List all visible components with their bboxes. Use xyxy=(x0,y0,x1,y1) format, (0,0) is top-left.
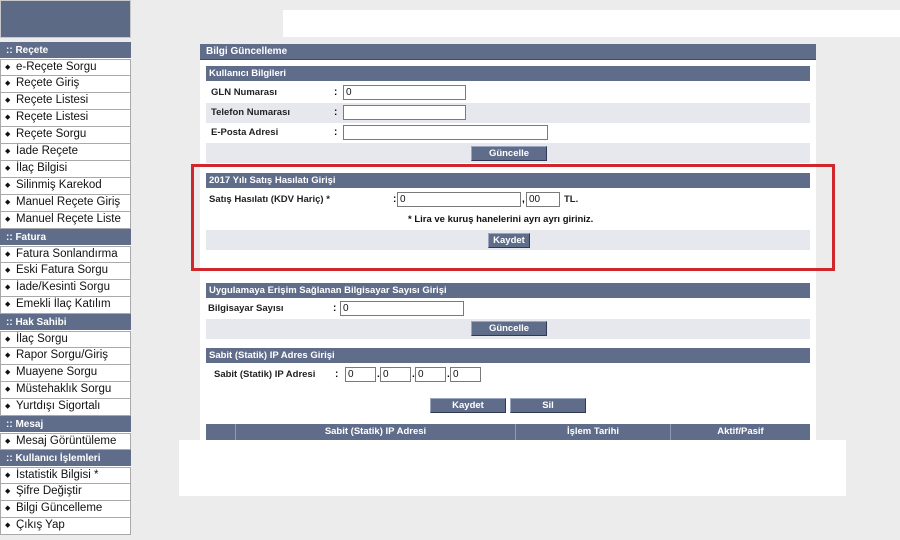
gln-label: GLN Numarası xyxy=(211,87,277,98)
bullet-icon: ◆ xyxy=(5,505,11,512)
sidebar-item-label: Yurtdışı Sigortalı xyxy=(16,400,101,412)
sidebar-item-label: Eski Fatura Sorgu xyxy=(16,264,109,276)
page-title: Bilgi Güncelleme xyxy=(200,44,816,60)
sidebar-item[interactable] xyxy=(0,212,131,229)
column-header-ip: Sabit (Statik) IP Adresi xyxy=(235,424,515,440)
email-label: E-Posta Adresi xyxy=(211,127,279,138)
sidebar-item[interactable] xyxy=(0,161,131,178)
sidebar-item-label: Çıkış Yap xyxy=(16,519,65,531)
sidebar-item[interactable] xyxy=(0,246,131,263)
sidebar-item[interactable] xyxy=(0,263,131,280)
ip-table-header xyxy=(206,424,810,440)
bullet-icon: ◆ xyxy=(5,131,11,138)
static-ip-row: Sabit (Statik) IP Adresi : 0 . 0 . 0 . 0 xyxy=(206,365,810,385)
update-row-1 xyxy=(206,143,810,163)
sidebar-section-header: :: Fatura xyxy=(0,229,131,246)
bullet-icon: ◆ xyxy=(5,216,11,223)
ip-octet-2-input[interactable] xyxy=(380,367,411,382)
sidebar-item-label: Şifre Değiştir xyxy=(16,485,82,497)
computers-header: Uygulamaya Erişim Sağlanan Bilgisayar Sayısı Girişi xyxy=(206,283,810,298)
bullet-icon: ◆ xyxy=(5,403,11,410)
bullet-icon: ◆ xyxy=(5,336,11,343)
bullet-icon: ◆ xyxy=(5,284,11,291)
update-computers-button[interactable]: Güncelle xyxy=(471,321,547,336)
sidebar-item-label: e-Reçete Sorgu xyxy=(16,61,97,73)
bullet-icon: ◆ xyxy=(5,301,11,308)
bullet-icon: ◆ xyxy=(5,386,11,393)
bullet-icon: ◆ xyxy=(5,114,11,121)
sidebar-item-label: İade/Kesinti Sorgu xyxy=(16,281,110,293)
sidebar-item[interactable] xyxy=(0,399,131,416)
sidebar-item-label: İade Reçete xyxy=(16,145,79,157)
ip-delete-button[interactable]: Sil xyxy=(510,398,586,413)
revenue-label: Satış Hasılatı (KDV Hariç) * xyxy=(209,194,330,205)
sidebar-item-label: Reçete Listesi xyxy=(16,94,89,106)
bullet-icon: ◆ xyxy=(5,267,11,274)
revenue-save-button[interactable]: Kaydet xyxy=(488,233,530,248)
sidebar-item[interactable] xyxy=(0,365,131,382)
revenue-header: 2017 Yılı Satış Hasılatı Girişi xyxy=(206,173,810,188)
sidebar-item[interactable] xyxy=(0,178,131,195)
revenue-note: * Lira ve kuruş hanelerini ayrı ayrı giriniz. xyxy=(408,214,594,225)
sidebar-item[interactable] xyxy=(0,110,131,127)
phone-row: Telefon Numarası : xyxy=(206,103,810,123)
sidebar-item-label: Rapor Sorgu/Giriş xyxy=(16,349,109,361)
sidebar-item-label: Emekli İlaç Katılım xyxy=(16,298,111,310)
sidebar-item[interactable] xyxy=(0,484,131,501)
sidebar-section-header: :: Reçete xyxy=(0,42,131,59)
static-ip-label: Sabit (Statik) IP Adresi xyxy=(214,369,316,380)
sidebar-item-label: İlaç Sorgu xyxy=(16,333,68,345)
sidebar-item[interactable] xyxy=(0,144,131,161)
sidebar-item[interactable] xyxy=(0,127,131,144)
column-header-status: Aktif/Pasif xyxy=(670,424,810,440)
phone-label: Telefon Numarası xyxy=(211,107,291,118)
bullet-icon: ◆ xyxy=(5,97,11,104)
sidebar-item-label: İlaç Bilgisi xyxy=(16,162,68,174)
gln-row: GLN Numarası : 0 xyxy=(206,83,810,103)
sidebar-item[interactable] xyxy=(0,331,131,348)
highlight-box xyxy=(191,164,835,271)
sidebar-item-label: Manuel Reçete Giriş xyxy=(16,196,121,208)
computers-row: Bilgisayar Sayısı : 0 xyxy=(206,299,810,319)
bullet-icon: ◆ xyxy=(5,522,11,529)
top-bar xyxy=(283,10,900,37)
sidebar-section-header: :: Kullanıcı İşlemleri xyxy=(0,450,131,467)
sidebar-section-header: :: Mesaj xyxy=(0,416,131,433)
static-ip-header: Sabit (Statik) IP Adres Girişi xyxy=(206,348,810,363)
sidebar-item-label: Bilgi Güncelleme xyxy=(16,502,103,514)
email-row: E-Posta Adresi : xyxy=(206,123,810,143)
sidebar-item[interactable] xyxy=(0,433,131,450)
sidebar-item[interactable] xyxy=(0,280,131,297)
sidebar-item-label: İstatistik Bilgisi * xyxy=(16,469,99,481)
sidebar-item[interactable] xyxy=(0,59,131,76)
sidebar-item-label: Reçete Sorgu xyxy=(16,128,87,140)
sidebar-item-label: Reçete Listesi xyxy=(16,111,89,123)
sidebar xyxy=(0,42,131,535)
sidebar-item[interactable] xyxy=(0,518,131,535)
sidebar-item-label: Muayene Sorgu xyxy=(16,366,98,378)
sidebar-item-label: Reçete Giriş xyxy=(16,77,80,89)
sidebar-item-label: Müstehaklık Sorgu xyxy=(16,383,112,395)
sidebar-item[interactable] xyxy=(0,348,131,365)
bullet-icon: ◆ xyxy=(5,352,11,359)
computers-input[interactable] xyxy=(340,301,464,316)
bullet-icon: ◆ xyxy=(5,472,11,479)
bullet-icon: ◆ xyxy=(5,488,11,495)
ip-save-button[interactable]: Kaydet xyxy=(430,398,506,413)
sidebar-item-label: Fatura Sonlandırma xyxy=(16,248,118,260)
sidebar-item[interactable] xyxy=(0,76,131,93)
computers-label: Bilgisayar Sayısı xyxy=(208,303,284,314)
column-header-date: İşlem Tarihi xyxy=(515,424,670,440)
sidebar-item[interactable] xyxy=(0,467,131,484)
sidebar-section-header: :: Hak Sahibi xyxy=(0,314,131,331)
user-info-header: Kullanıcı Bilgileri xyxy=(206,66,810,81)
ip-octet-1-input[interactable] xyxy=(345,367,376,382)
bullet-icon: ◆ xyxy=(5,438,11,445)
sidebar-item[interactable] xyxy=(0,93,131,110)
sidebar-item[interactable] xyxy=(0,501,131,518)
sidebar-item[interactable] xyxy=(0,195,131,212)
update-row-2 xyxy=(206,319,810,339)
bottom-blank-area xyxy=(179,440,846,496)
currency-label: TL. xyxy=(564,194,579,205)
bullet-icon: ◆ xyxy=(5,64,11,71)
sidebar-item-label: Mesaj Görüntüleme xyxy=(16,435,117,447)
ip-octet-4-input[interactable] xyxy=(450,367,481,382)
revenue-row: Satış Hasılatı (KDV Hariç) * : 0 , 00 TL. xyxy=(206,190,810,210)
bullet-icon: ◆ xyxy=(5,199,11,206)
update-user-button[interactable]: Güncelle xyxy=(471,146,547,161)
email-input[interactable] xyxy=(343,125,548,140)
sidebar-logo-area xyxy=(0,0,131,38)
bullet-icon: ◆ xyxy=(5,80,11,87)
phone-input[interactable] xyxy=(343,105,466,120)
bullet-icon: ◆ xyxy=(5,182,11,189)
sidebar-item[interactable] xyxy=(0,382,131,399)
bullet-icon: ◆ xyxy=(5,148,11,155)
bullet-icon: ◆ xyxy=(5,369,11,376)
bullet-icon: ◆ xyxy=(5,251,11,258)
sidebar-item[interactable] xyxy=(0,297,131,314)
ip-octet-3-input[interactable] xyxy=(415,367,446,382)
sidebar-item-label: Manuel Reçete Liste xyxy=(16,213,121,225)
sidebar-item-label: Silinmiş Karekod xyxy=(16,179,102,191)
gln-input[interactable] xyxy=(343,85,466,100)
bullet-icon: ◆ xyxy=(5,165,11,172)
